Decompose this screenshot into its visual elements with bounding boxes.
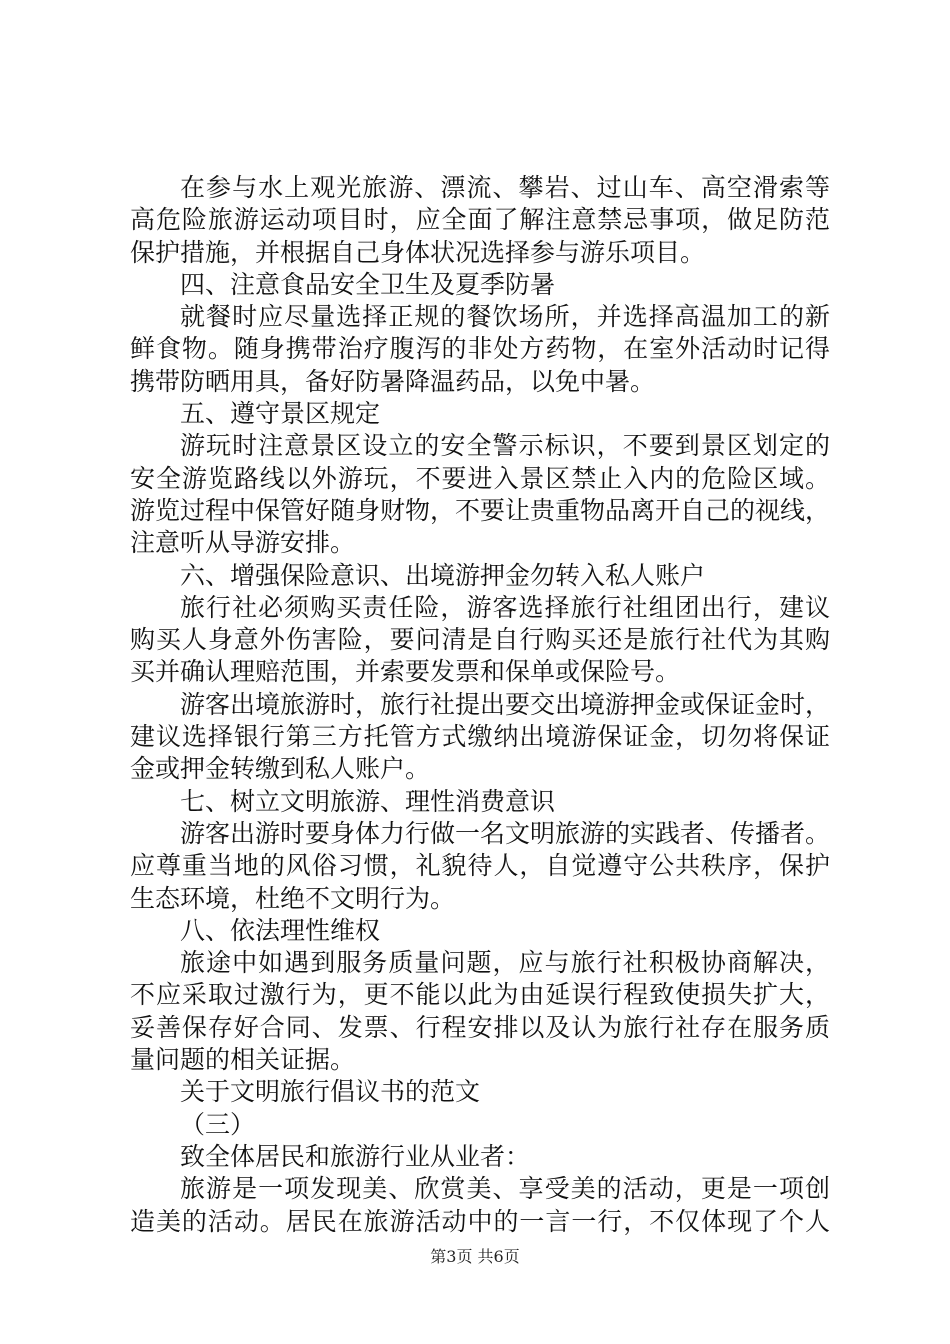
paragraph-line: 买并确认理赔范围，并索要发票和保单或保险号。 xyxy=(130,657,681,687)
paragraph-line: 高危险旅游运动项目时，应全面了解注意禁忌事项，做足防范 xyxy=(130,205,830,235)
paragraph-line: 游览过程中保管好随身财物，不要让贵重物品离开自己的视线， xyxy=(130,495,831,525)
paragraph-line: 游客出游时要身体力行做一名文明旅游的实践者、传播者。 xyxy=(180,818,831,848)
section-heading: 四、注意食品安全卫生及夏季防暑 xyxy=(180,269,556,299)
section-heading: 五、遵守景区规定 xyxy=(180,399,381,429)
section-heading: 八、依法理性维权 xyxy=(180,915,381,945)
paragraph-line: 建议选择银行第三方托管方式缴纳出境游保证金，切勿将保证 xyxy=(130,722,830,752)
page-number-footer: 第3页 共6页 xyxy=(430,1247,520,1266)
paragraph-line: 应尊重当地的风俗习惯，礼貌待人，自觉遵守公共秩序，保护 xyxy=(130,851,830,881)
paragraph-line: 旅行社必须购买责任险，游客选择旅行社组团出行，建议 xyxy=(180,592,830,622)
document-title: 关于文明旅行倡议书的范文 xyxy=(180,1077,481,1107)
paragraph-line: 游玩时注意景区设立的安全警示标识，不要到景区划定的 xyxy=(180,431,830,461)
paragraph-line: 携带防晒用具，备好防暑降温药品，以免中暑。 xyxy=(130,366,656,396)
paragraph-line: 注意听从导游安排。 xyxy=(130,528,356,558)
paragraph-line: 造美的活动。居民在旅游活动中的一言一行，不仅体现了个人 xyxy=(130,1206,830,1236)
section-heading: 七、树立文明旅游、理性消费意识 xyxy=(180,786,556,816)
paragraph-line: 旅游是一项发现美、欣赏美、享受美的活动，更是一项创 xyxy=(180,1174,830,1204)
salutation: 致全体居民和旅游行业从业者： xyxy=(180,1141,531,1171)
section-number: （三） xyxy=(180,1109,256,1139)
paragraph-line: 在参与水上观光旅游、漂流、攀岩、过山车、高空滑索等 xyxy=(180,173,830,202)
paragraph-line: 生态环境，杜绝不文明行为。 xyxy=(130,883,456,913)
paragraph-line: 量问题的相关证据。 xyxy=(130,1045,356,1075)
paragraph-line: 购买人身意外伤害险，要问清是自行购买还是旅行社代为其购 xyxy=(130,625,830,655)
paragraph-line: 旅途中如遇到服务质量问题，应与旅行社积极协商解决， xyxy=(180,948,830,978)
paragraph-line: 游客出境旅游时，旅行社提出要交出境游押金或保证金时， xyxy=(180,689,831,719)
paragraph-line: 妥善保存好合同、发票、行程安排以及认为旅行社存在服务质 xyxy=(130,1012,830,1042)
paragraph-line: 就餐时应尽量选择正规的餐饮场所，并选择高温加工的新 xyxy=(180,302,830,332)
section-heading: 六、增强保险意识、出境游押金勿转入私人账户 xyxy=(180,560,706,590)
document-body xyxy=(130,172,830,1238)
paragraph-line: 鲜食物。随身携带治疗腹泻的非处方药物，在室外活动时记得 xyxy=(130,334,830,364)
paragraph-line: 安全游览路线以外游玩，不要进入景区禁止入内的危险区域。 xyxy=(130,463,830,493)
paragraph-line: 保护措施，并根据自己身体状况选择参与游乐项目。 xyxy=(130,237,706,267)
paragraph-line: 金或押金转缴到私人账户。 xyxy=(130,754,431,784)
paragraph-line: 不应采取过激行为，更不能以此为由延误行程致使损失扩大， xyxy=(130,980,830,1010)
